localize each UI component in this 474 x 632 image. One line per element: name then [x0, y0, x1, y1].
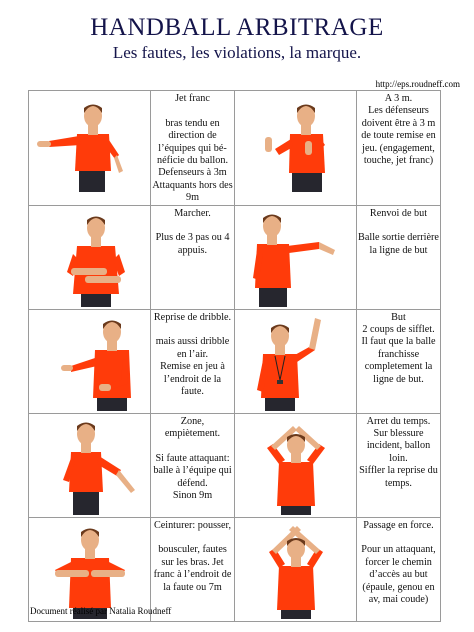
- table-row: [29, 309, 441, 413]
- signal-description: Marcher. Plus de 3 pas ou 4 appuis.: [151, 205, 235, 309]
- referee-arm-raised-whistle-icon: [235, 310, 356, 411]
- referee-crossed-wrists-overhead-icon: [235, 518, 356, 619]
- signal-description: Reprise de dribble. mais aussi dribble en l’air. Remise en jeu à l’endroit de la faute.: [151, 309, 235, 413]
- signal-description: Renvoi de but Balle sortie derrière la ligne de but: [357, 205, 441, 309]
- referee-arm-pointing-right-icon: [235, 206, 356, 307]
- source-url[interactable]: http://eps.roudneff.com: [375, 79, 460, 89]
- signal-description: Passage en force. Pour un attaquant, forcer le chemin d’accès au but (épaule, genou en av, mai coude): [357, 517, 441, 621]
- signal-figure: [29, 91, 151, 206]
- signal-description: Zone, empiètement. Si faute attaquant: balle à l’équipe qui défend. Sinon 9m: [151, 413, 235, 517]
- signal-description: Jet franc bras tendu en direction de l’équipes qui bé-néficie du ballon. Defenseurs à 3m Attaquants hors des 9m: [151, 91, 235, 206]
- signal-description: Arret du temps. Sur blessure incident, ballon loin. Siffler la reprise du temps.: [357, 413, 441, 517]
- referee-rolling-arms-icon: [29, 206, 150, 307]
- signal-figure: [29, 205, 151, 309]
- signal-figure: [29, 309, 151, 413]
- table-row: [29, 413, 441, 517]
- referee-wrist-hold-icon: [29, 518, 150, 619]
- signal-figure: [235, 309, 357, 413]
- page-title: HANDBALL ARBITRAGE: [90, 14, 384, 41]
- referee-arm-extended-left-icon: [29, 91, 150, 192]
- signal-description: A 3 m. Les défenseurs doivent être à 3 m de toute remise en jeu. (engagement, touche, jet franc): [357, 91, 441, 206]
- signal-figure: [235, 91, 357, 206]
- signal-figure: [235, 205, 357, 309]
- signal-description: But 2 coups de sifflet. Il faut que la balle franchisse completement la ligne de but.: [357, 309, 441, 413]
- signal-figure: [235, 517, 357, 621]
- footer-credit: Document réalisé par Natalia Roudneff: [30, 606, 172, 616]
- referee-arm-angled-down-icon: [29, 414, 150, 515]
- referee-dribble-gesture-icon: [29, 310, 150, 411]
- signal-figure: [235, 413, 357, 517]
- signal-figure: [29, 413, 151, 517]
- table-row: [29, 205, 441, 309]
- table-row: [29, 91, 441, 206]
- referee-hands-raised-wide-icon: [235, 91, 356, 192]
- page-subtitle: Les fautes, les violations, la marque.: [112, 43, 362, 62]
- signals-table: [28, 90, 441, 622]
- referee-hands-t-overhead-icon: [235, 414, 356, 515]
- signal-description: Ceinturer: pousser, bousculer, fautes sur les bras. Jet franc à l’endroit de la faute ou 7m: [151, 517, 235, 621]
